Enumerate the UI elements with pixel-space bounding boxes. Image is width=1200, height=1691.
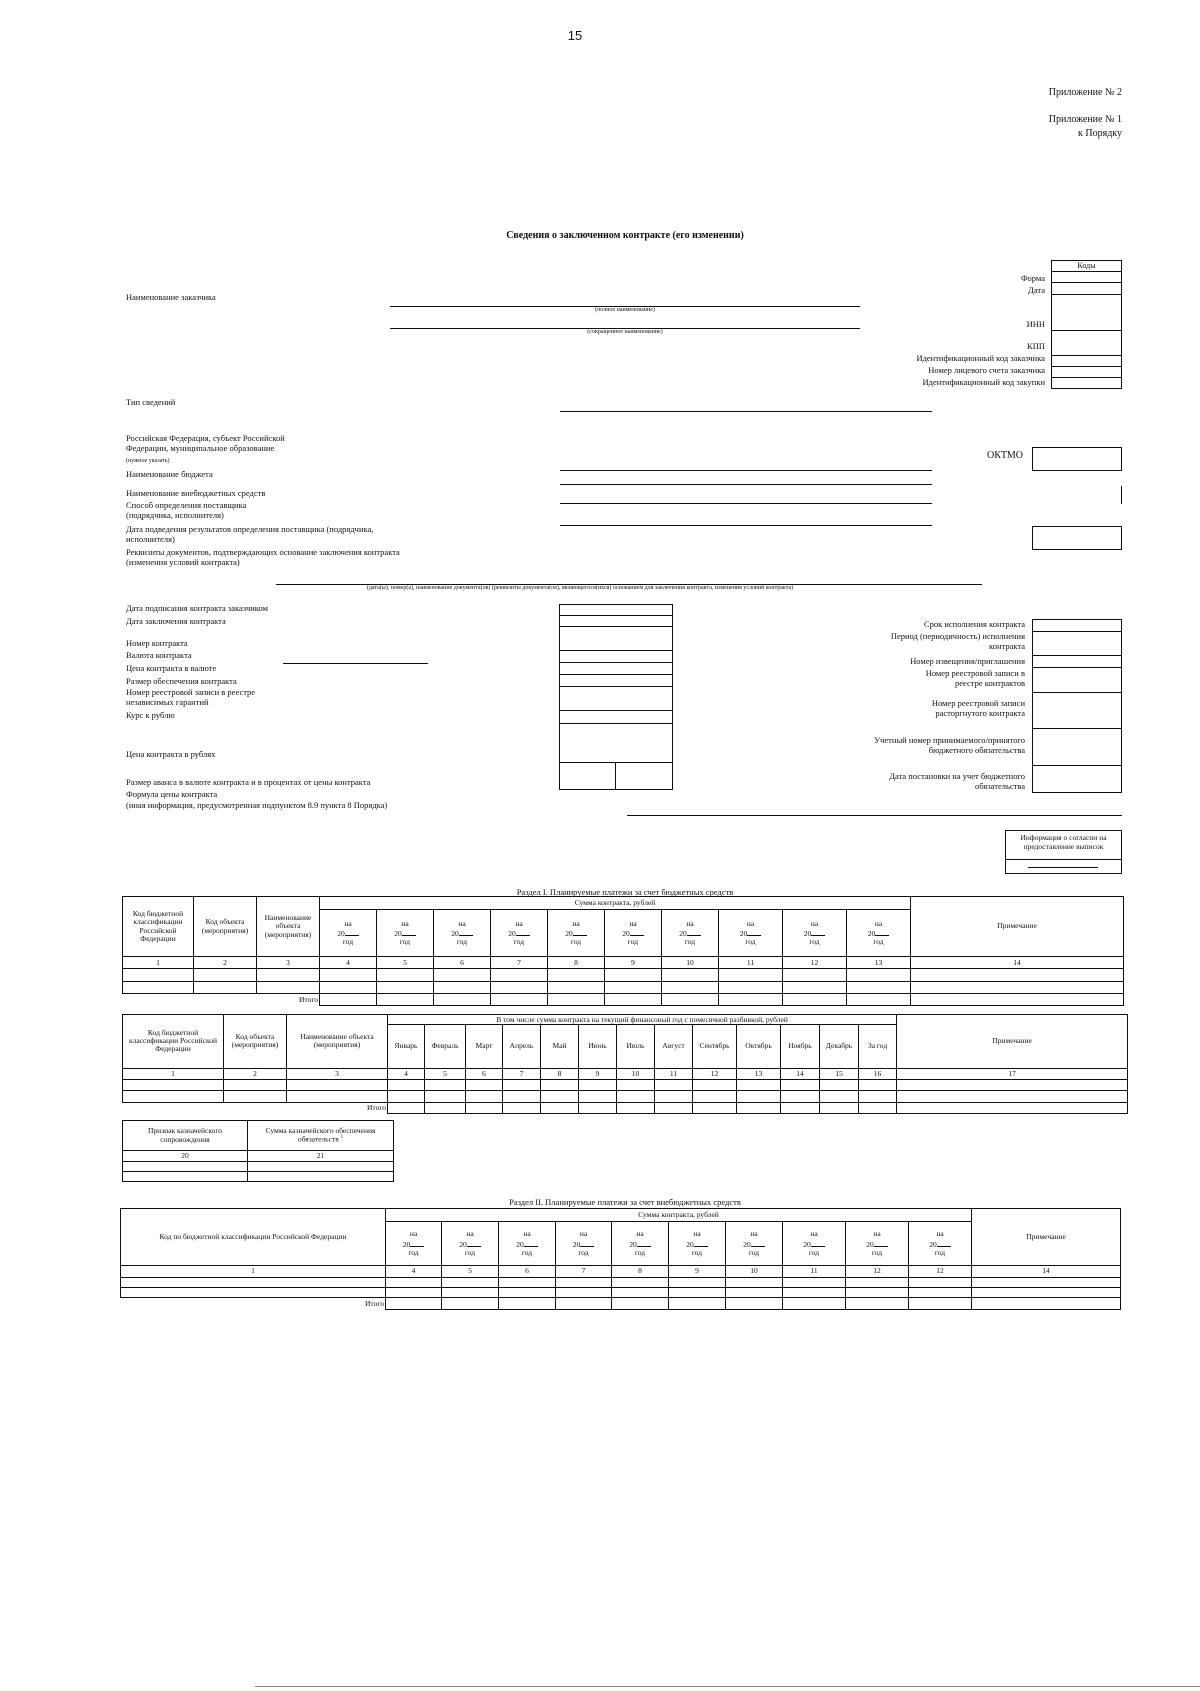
supplier-method-line — [560, 525, 932, 526]
budget-name-line — [560, 470, 932, 471]
month-header: Июнь — [579, 1025, 617, 1068]
s1-col-number: 11 — [719, 957, 783, 969]
s1-year-col: на 20 год — [605, 910, 662, 957]
table-row[interactable] — [123, 981, 1124, 993]
s1-number-row — [123, 957, 1124, 969]
guarantee-box[interactable] — [559, 686, 673, 711]
advance-currency-box[interactable] — [559, 762, 616, 790]
treasury-col-number: 21 — [248, 1151, 394, 1162]
table-row[interactable] — [121, 1288, 1121, 1298]
to-order-label: к Порядку — [1078, 128, 1122, 139]
customer-label: Наименование заказчика — [126, 292, 216, 302]
currency-label: Валюта контракта — [126, 650, 192, 660]
m-col-number: 12 — [693, 1068, 737, 1079]
m-number-row — [123, 1068, 1128, 1079]
advance-label: Размер аванса в валюте контракта и в процентах от цены контракта — [126, 777, 371, 787]
s2-year-col: на 20 год — [442, 1222, 499, 1266]
offbudget-line — [560, 503, 932, 504]
s2-total-label: Итого — [365, 1298, 384, 1308]
m-object-code-header: Код объекта (мероприятия) — [224, 1015, 287, 1069]
s2-year-col: на 20 год — [669, 1222, 726, 1266]
budget-name-line-2 — [560, 484, 932, 485]
s1-total-row — [123, 993, 1124, 1005]
s1-year-col: на 20 год — [377, 910, 434, 957]
s1-year-col: на 20 год — [434, 910, 491, 957]
bottom-edge-line — [255, 1686, 1200, 1687]
treasury-flag-header: Признак казначейского сопровождения — [123, 1121, 248, 1151]
m-col-number: 15 — [820, 1068, 859, 1079]
s2-kbk-header: Код по бюджетной классификации Российской Федерации — [121, 1209, 386, 1266]
formula-line — [627, 815, 1122, 816]
table-row[interactable] — [123, 1172, 394, 1182]
month-header: Февраль — [425, 1025, 466, 1068]
territory-note: (нужное указать) — [126, 458, 170, 464]
registry-record-box[interactable] — [1032, 667, 1122, 693]
section-2-title: Раздел II. Планируемые платежи за счет внебюджетных средств — [509, 1197, 741, 1207]
month-header: Август — [655, 1025, 693, 1068]
s2-note-header: Примечание — [972, 1209, 1121, 1266]
obligation-date-label: Дата постановки на учет бюджетного обязательства — [889, 771, 1025, 791]
s2-total-row — [121, 1297, 1121, 1309]
price-rub-box[interactable] — [559, 723, 673, 763]
s2-col-number: 1 — [121, 1266, 386, 1278]
table-row[interactable] — [123, 1162, 394, 1172]
appendix-1-label: Приложение № 1 — [1048, 114, 1122, 125]
currency-price-label: Цена контракта в валюте — [126, 663, 217, 673]
purchase-id-label: Идентификационный код закупки — [922, 377, 1045, 387]
s1-year-col: на 20 год — [719, 910, 783, 957]
obligation-date-box[interactable] — [1032, 765, 1122, 793]
result-date-box[interactable] — [1032, 526, 1122, 550]
date-label: Дата — [1028, 285, 1045, 295]
s1-year-col: на 20 год — [662, 910, 719, 957]
m-col-number: 10 — [617, 1068, 655, 1079]
oktmo-box[interactable] — [1032, 447, 1122, 471]
appendix-2-label: Приложение № 2 — [1048, 87, 1122, 98]
s2-col-number: 5 — [442, 1266, 499, 1278]
treasury-sum-header: Сумма казначейского обеспечения обязательств $^1$ — [248, 1121, 394, 1151]
s1-year-col: на 20 год — [491, 910, 548, 957]
customer-id-label: Идентификационный код заказчика — [916, 353, 1045, 363]
s1-year-col: на 20 год — [320, 910, 377, 957]
conclusion-date-label: Дата заключения контракта — [126, 616, 226, 626]
month-header: Июль — [617, 1025, 655, 1068]
m-note-header: Примечание — [897, 1015, 1128, 1069]
s2-col-number: 12 — [909, 1266, 972, 1278]
m-col-number: 6 — [466, 1068, 503, 1079]
s1-col-number: 12 — [783, 957, 847, 969]
offbudget-label: Наименование внебюджетных средств — [126, 488, 266, 498]
s1-note-header: Примечание — [911, 897, 1124, 957]
s1-year-col: на 20 год — [847, 910, 911, 957]
table-row[interactable] — [123, 1091, 1128, 1102]
rate-box[interactable] — [559, 710, 673, 724]
guarantee-label: Номер реестровой записи в реестре независимых гарантий — [126, 687, 256, 707]
table-row[interactable] — [123, 969, 1124, 981]
s2-col-number: 14 — [972, 1266, 1121, 1278]
notice-number-label: Номер извещения/приглашения — [910, 656, 1025, 666]
consent-value-line — [1028, 867, 1098, 868]
month-header: Ноябрь — [781, 1025, 820, 1068]
s1-col-number: 7 — [491, 957, 548, 969]
m-object-name-header: Наименование объекта (мероприятия) — [287, 1015, 388, 1069]
m-col-number: 17 — [897, 1068, 1128, 1079]
s2-year-col: на 20 год — [386, 1222, 442, 1266]
s1-col-number: 4 — [320, 957, 377, 969]
s1-year-col: на 20 год — [783, 910, 847, 957]
s1-object-code-header: Код объекта (мероприятия) — [194, 897, 257, 957]
form-label: Форма — [1020, 273, 1045, 283]
kpp-label: КПП — [1027, 341, 1045, 351]
month-header: Октябрь — [737, 1025, 781, 1068]
account-label: Номер лицевого счета заказчика — [928, 365, 1045, 375]
m-col-number: 5 — [425, 1068, 466, 1079]
m-sum-header: В том числе сумма контракта на текущий финансовый год с помесячной разбивкой, рублей — [388, 1015, 897, 1025]
info-type-line — [560, 411, 932, 412]
sign-date-label: Дата подписания контракта заказчиком — [126, 603, 268, 613]
table-row[interactable] — [121, 1278, 1121, 1288]
territory-label: Российская Федерация, субъект Российской Федерации, муниципальное образование — [126, 433, 285, 453]
s2-year-col: на 20 год — [726, 1222, 783, 1266]
code-box-inn[interactable] — [1051, 294, 1122, 331]
side-tick — [1121, 486, 1122, 504]
s1-year-col: на 20 год — [548, 910, 605, 957]
s1-col-number: 2 — [194, 957, 257, 969]
documents-label: Реквизиты документов, подтверждающих основание заключения контракта (изменения условий контракта) — [126, 547, 400, 567]
s2-col-number: 6 — [499, 1266, 556, 1278]
s2-number-row — [121, 1266, 1121, 1278]
supplier-method-label: Способ определения поставщика (подрядчика, исполнителя) — [126, 500, 247, 520]
security-label: Размер обеспечения контракта — [126, 676, 237, 686]
other-info-label: (иная информация, предусмотренная подпунктом 8.9 пункта 8 Порядка) — [126, 800, 388, 810]
s2-col-number: 10 — [726, 1266, 783, 1278]
s2-col-number: 4 — [386, 1266, 442, 1278]
s2-year-col: на 20 год — [612, 1222, 669, 1266]
section-1-title: Раздел I. Планируемые платежи за счет бюджетных средств — [516, 887, 734, 897]
m-col-number: 9 — [579, 1068, 617, 1079]
m-col-number: 8 — [541, 1068, 579, 1079]
month-header: Декабрь — [820, 1025, 859, 1068]
m-col-number: 16 — [859, 1068, 897, 1079]
s2-year-col: на 20 год — [783, 1222, 846, 1266]
monthly-table — [122, 1014, 1128, 1114]
m-col-number: 2 — [224, 1068, 287, 1079]
month-header: Апрель — [503, 1025, 541, 1068]
m-total-label: Итого — [367, 1102, 386, 1112]
m-col-number: 4 — [388, 1068, 425, 1079]
s2-sum-header: Сумма контракта, рублей — [386, 1209, 972, 1222]
customer-short-name-caption: (сокращенное наименование) — [587, 329, 663, 335]
month-header: За год — [859, 1025, 897, 1068]
s1-col-number: 10 — [662, 957, 719, 969]
codes-header-text: Коды — [1077, 261, 1096, 270]
s1-col-number: 14 — [911, 957, 1124, 969]
budget-name-label: Наименование бюджета — [126, 469, 213, 479]
s2-col-number: 12 — [846, 1266, 909, 1278]
s1-kbk-header: Код бюджетной классификации Российской Федерации — [123, 897, 194, 957]
oktmo-label: ОКТМО — [987, 450, 1023, 461]
contract-number-label: Номер контракта — [126, 638, 188, 648]
s1-col-number: 1 — [123, 957, 194, 969]
registry-record-label: Номер реестровой записи в реестре контрактов — [925, 668, 1025, 688]
m-col-number: 3 — [287, 1068, 388, 1079]
month-header: Май — [541, 1025, 579, 1068]
documents-caption: (дата(ы), номер(а), наименование документа(ов) (реквизиты документа(ов), являющегося(ихся) основанием для заключения контракта, изменения условий контракта) — [366, 585, 794, 591]
m-col-number: 1 — [123, 1068, 224, 1079]
m-col-number: 11 — [655, 1068, 693, 1079]
s2-col-number: 7 — [556, 1266, 612, 1278]
s1-col-number: 6 — [434, 957, 491, 969]
m-total-row — [123, 1102, 1128, 1113]
s2-year-col: на 20 год — [556, 1222, 612, 1266]
s2-year-col: на 20 год — [909, 1222, 972, 1266]
price-rub-label: Цена контракта в рублях — [126, 749, 216, 759]
section-1-table — [122, 896, 1124, 1006]
s1-col-number: 3 — [257, 957, 320, 969]
terminated-record-label: Номер реестровой записи расторгнутого контракта — [931, 698, 1025, 718]
rate-label: Курс к рублю — [126, 710, 175, 720]
s2-year-col: на 20 год — [499, 1222, 556, 1266]
table-row[interactable] — [123, 1079, 1128, 1090]
consent-label: Информация о согласии на предоставление выписок — [1020, 833, 1107, 851]
obligation-number-box[interactable] — [1032, 728, 1122, 766]
month-header: Январь — [388, 1025, 425, 1068]
terminated-record-box[interactable] — [1032, 692, 1122, 729]
term-label: Срок исполнения контракта — [923, 619, 1025, 629]
s2-col-number: 8 — [612, 1266, 669, 1278]
formula-label: Формула цены контракта — [126, 789, 218, 799]
s1-sum-header: Сумма контракта, рублей — [320, 897, 911, 910]
page-number: 15 — [567, 28, 583, 43]
s1-object-name-header: Наименование объекта (мероприятия) — [257, 897, 320, 957]
page-title: Сведения о заключенном контракте (его изменении) — [506, 230, 744, 241]
m-kbk-header: Код бюджетной классификации Российской Федерации — [123, 1015, 224, 1069]
s1-col-number: 5 — [377, 957, 434, 969]
treasury-col-number: 20 — [123, 1151, 248, 1162]
s2-year-col: на 20 год — [846, 1222, 909, 1266]
advance-percent-box[interactable] — [615, 762, 673, 790]
code-box-kpp[interactable] — [1051, 330, 1122, 356]
period-label: Период (периодичность) исполнения контракта — [890, 631, 1025, 651]
m-col-number: 7 — [503, 1068, 541, 1079]
s1-col-number: 9 — [605, 957, 662, 969]
s2-col-number: 9 — [669, 1266, 726, 1278]
contract-number-box[interactable] — [559, 626, 673, 651]
section-2-table — [120, 1208, 1121, 1310]
month-header: Сентябрь — [693, 1025, 737, 1068]
consent-divider — [1006, 859, 1121, 860]
s1-col-number: 13 — [847, 957, 911, 969]
obligation-number-label: Учетный номер принимаемого/принятого бюджетного обязательства — [874, 735, 1025, 755]
customer-full-name-caption: (полное наименование) — [595, 307, 655, 313]
treasury-table — [122, 1120, 394, 1182]
s2-col-number: 11 — [783, 1266, 846, 1278]
code-box-purchase-id[interactable] — [1051, 377, 1122, 389]
month-header: Март — [466, 1025, 503, 1068]
footnote-mark: 1 — [340, 1135, 344, 1141]
s1-col-number: 8 — [548, 957, 605, 969]
info-type-label: Тип сведений — [126, 397, 176, 407]
m-col-number: 14 — [781, 1068, 820, 1079]
period-box[interactable] — [1032, 631, 1122, 656]
consent-box — [1005, 830, 1122, 874]
m-col-number: 13 — [737, 1068, 781, 1079]
inn-label: ИНН — [1026, 319, 1045, 329]
s1-total-label: Итого — [299, 994, 318, 1004]
result-date-label: Дата подведения результатов определения поставщика (подрядчика, исполнителя) — [126, 524, 374, 544]
